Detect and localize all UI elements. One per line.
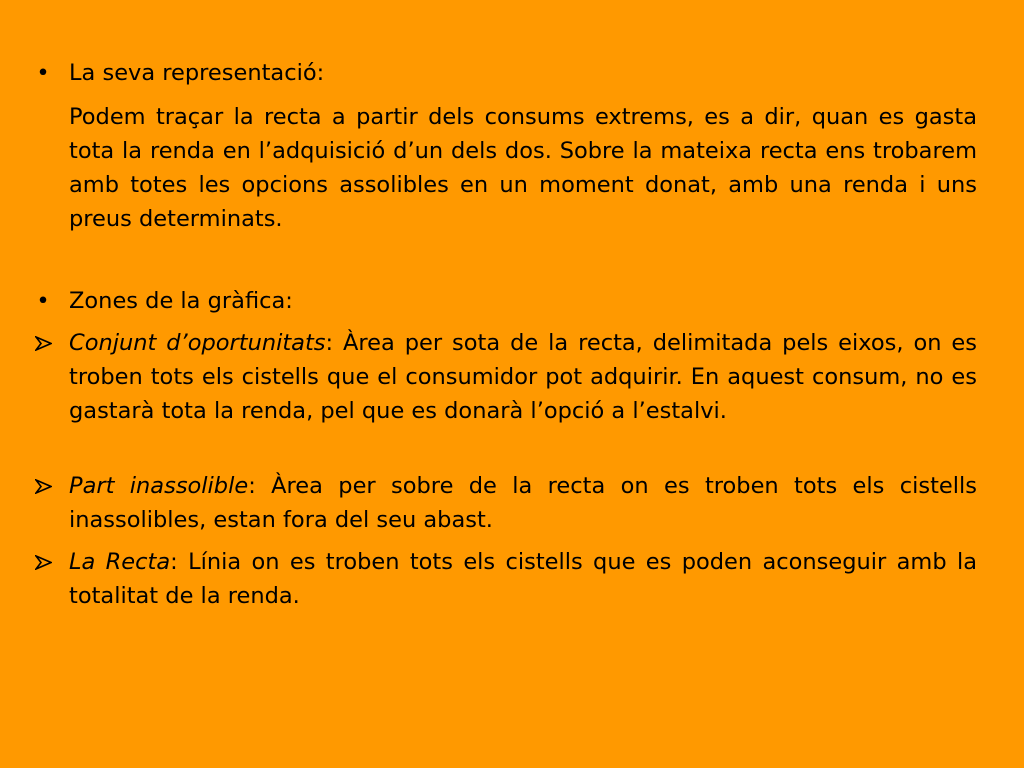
zone-term: La Recta [69,549,171,575]
zone-separator: : [325,330,334,356]
zone-term: Part inassolible [69,473,249,499]
zone-description: Àrea per sota de la recta, delimitada pels eixos, on es troben tots els cistells que el consumidor pot adquirir. En aquest consum, no es gastarà tota la renda, pel que es donarà l’opció a l’estalvi. [69,330,977,424]
bullet-item-representation [36,56,977,90]
zone-item-opportunity-set [69,326,977,428]
zone-description: Àrea per sobre de la recta on es troben tots els cistells inassolibles, estan fora del seu abast. [69,473,977,533]
arrowhead-bullet-icon [31,326,55,351]
zone-item-budget-line [69,545,977,613]
arrowhead-bullet-icon [31,469,55,494]
zone-item-unattainable [69,469,977,537]
zone-description: Línia on es troben tots els cistells que es poden aconseguir amb la totalitat de la renda. [69,549,977,609]
section-heading-representation: La seva representació: [69,60,325,86]
arrowhead-bullet-icon [31,545,55,570]
bullet-dot: • [36,60,50,86]
bullet-dot: • [36,288,50,314]
bullet-item-zones [36,284,977,318]
zone-term: Conjunt d’oportunitats [69,330,326,356]
representation-paragraph: Podem traçar la recta a partir dels consums extrems, es a dir, quan es gasta tota la renda en l’adquisició d’un dels dos. Sobre la mateixa recta ens trobarem amb totes les opcions assolibles en un moment donat, amb una renda i uns preus determinats. [69,104,977,232]
zone-separator: : [248,473,256,499]
section-heading-zones: Zones de la gràfica: [69,288,293,314]
zone-separator: : [170,549,178,575]
